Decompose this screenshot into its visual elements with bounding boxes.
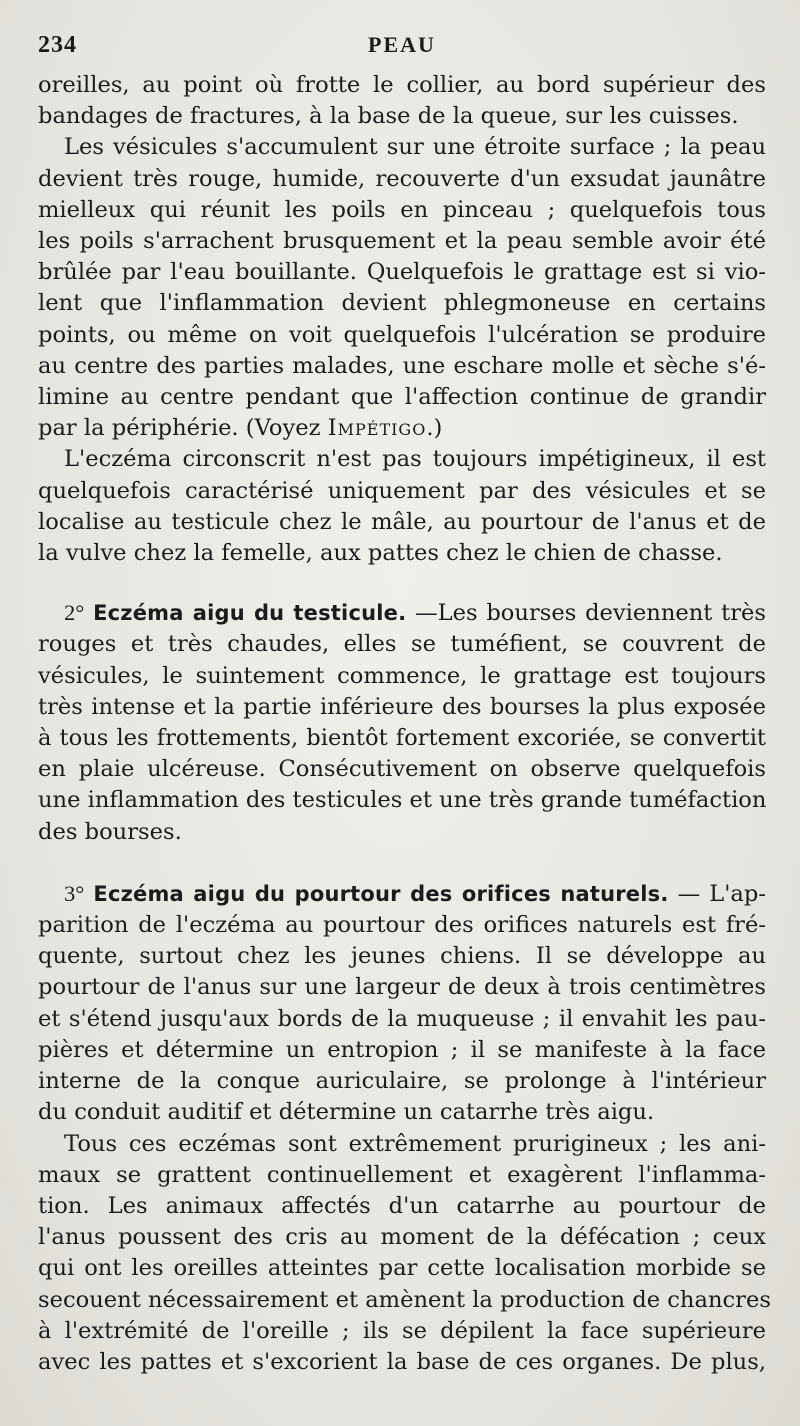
text-line: maux se grattent continuellement et exagèrent l'inflamma- [38,1161,766,1188]
paragraph [38,1129,771,1379]
text-line: lent que l'inflammation devient phlegmoneuse en certains [38,290,766,317]
text-line: brûlée par l'eau bouillante. Quelquefois le grattage est si vio- [38,259,766,286]
page-number: 234 [38,32,77,58]
text-line: des bourses. [38,818,182,845]
text-line: tion. Les animaux affectés d'un catarrhe au pourtour de [38,1192,766,1219]
paragraph [38,70,766,132]
section-number: 2° [64,600,85,626]
text-run: par la périphérie. (Voyez [38,415,328,442]
running-title: PEAU [368,32,436,57]
section-title: Eczéma aigu du testicule. [93,601,407,626]
text-line: pourtour de l'anus sur une largeur de deux à trois centimètres [38,974,766,1001]
text-line: parition de l'eczéma au pourtour des orifices naturels est fré- [38,912,766,939]
text-run: —Les bourses deviennent très [406,600,766,627]
text-line: et s'étend jusqu'aux bords de la muqueuse ; il envahit les pau- [38,1005,766,1032]
section-number: 3° [64,880,85,906]
spacer [38,848,766,878]
text-line: les poils s'arrachent brusquement et la peau semble avoir été [38,228,766,255]
text-line: Les vésicules s'accumulent sur une étroite surface ; la peau [64,134,766,161]
paragraph [38,444,766,569]
text-line: bandages de fractures, à la base de la queue, sur les cuisses. [38,103,739,130]
text-run: — L'ap- [668,880,767,907]
text-line: points, ou même on voit quelquefois l'ulcération se produire [38,321,766,348]
text-line: secouent nécessairement et amènent la production de chancres [38,1286,771,1313]
text-line: à l'extrémité de l'oreille ; ils se dépilent la face supérieure [38,1317,766,1344]
text-run: .) [426,415,443,442]
section-title: Eczéma aigu du pourtour des orifices naturels. [93,881,669,906]
text-line: mielleux qui réunit les poils en pinceau ; quelquefois tous [38,196,766,223]
section-eczema-testicule [38,597,766,848]
text-line: en plaie ulcéreuse. Consécutivement on observe quelquefois [38,756,766,783]
page-body [38,70,771,1378]
text-line: qui ont les oreilles atteintes par cette localisation morbide se [38,1255,766,1282]
text-line: limine au centre pendant que l'affection continue de grandir [38,384,766,411]
section-eczema-orifices [38,878,766,1129]
text-line: une inflammation des testicules et une très grande tuméfaction [38,787,767,814]
text-line: devient très rouge, humide, recouverte d'un exsudat jaunâtre [38,165,766,192]
text-line: interne de la conque auriculaire, se prolonge à l'intérieur [38,1068,766,1095]
text-line: l'anus poussent des cris au moment de la défécation ; ceux [38,1224,766,1251]
page-header [38,30,766,70]
text-line: à tous les frottements, bientôt fortement excoriée, se convertit [38,725,766,752]
text-line: très intense et la partie inférieure des bourses la plus exposée [38,693,766,720]
spacer [38,569,766,597]
text-line [38,413,766,444]
paragraph [38,132,766,444]
text-line: avec les pattes et s'excorient la base de ces organes. De plus, [38,1348,766,1375]
text-line: la vulve chez la femelle, aux pattes chez le chien de chasse. [38,540,723,567]
text-line: L'eczéma circonscrit n'est pas toujours impétigineux, il est [64,446,766,473]
section-heading-line [38,597,766,629]
text-line: au centre des parties malades, une eschare molle et sèche s'é- [38,352,766,379]
text-line: quelquefois caractérisé uniquement par des vésicules et se [38,477,766,504]
section-heading-line [38,878,766,910]
text-line: oreilles, au point où frotte le collier, au bord supérieur des [38,72,766,98]
text-line: pières et détermine un entropion ; il se manifeste à la face [38,1036,766,1063]
cross-reference: Impétigo [327,415,427,442]
text-line: du conduit auditif et détermine un catarrhe très aigu. [38,1099,655,1126]
text-line: quente, surtout chez les jeunes chiens. Il se développe au [38,943,766,970]
text-line: rouges et très chaudes, elles se tuméfient, se couvrent de [38,631,766,658]
text-line: Tous ces eczémas sont extrêmement prurigineux ; les ani- [64,1130,766,1157]
text-line: localise au testicule chez le mâle, au pourtour de l'anus et de [38,508,766,535]
text-line: vésicules, le suintement commence, le grattage est toujours [38,662,766,689]
